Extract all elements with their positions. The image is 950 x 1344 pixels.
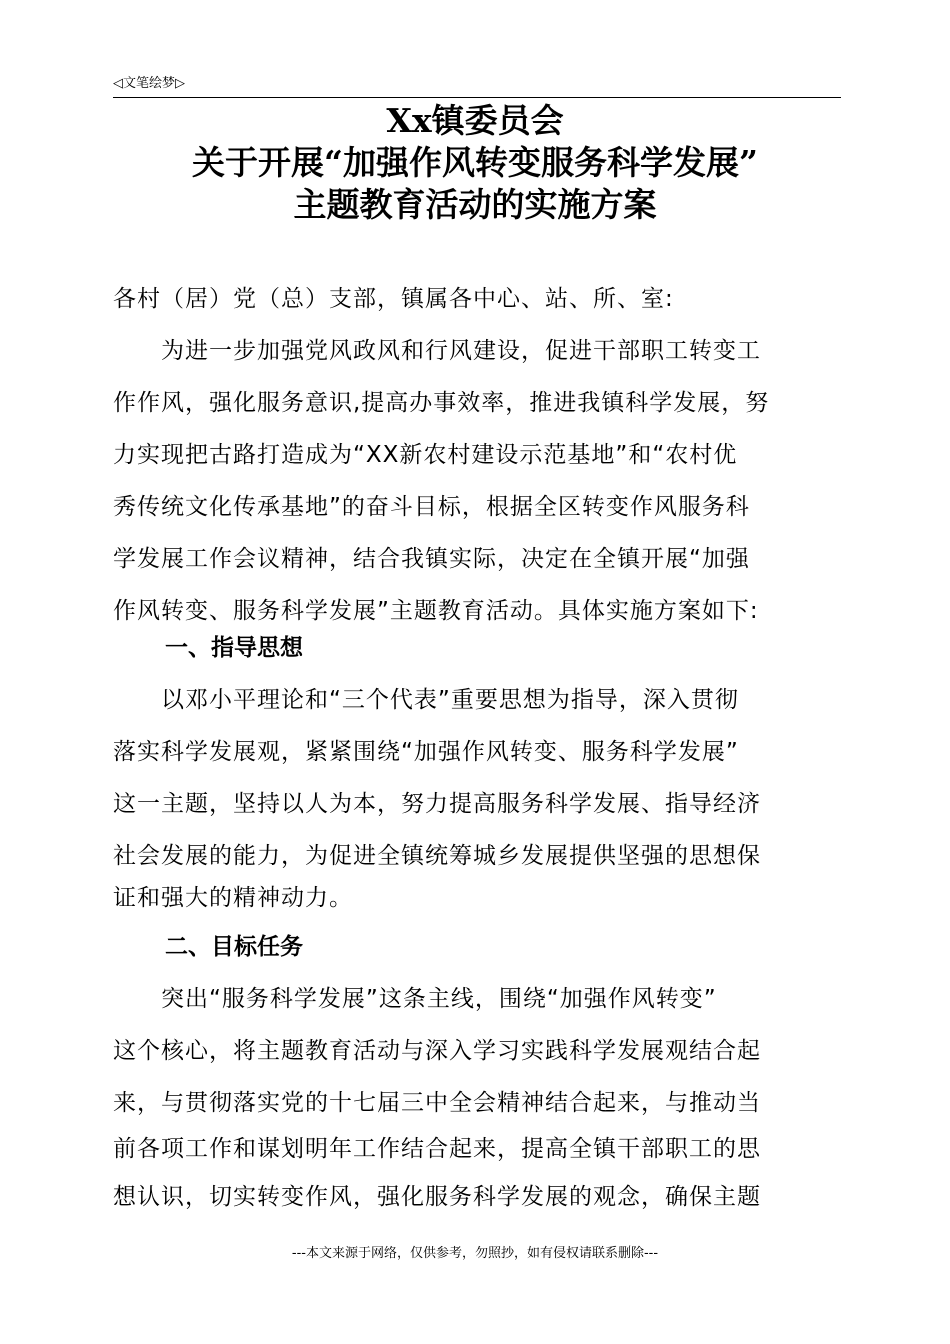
section1-line: 证和强大的精神动力。: [113, 885, 353, 911]
intro-line: 为进一步加强党风政风和行风建设，促进干部职工转变工: [113, 338, 761, 364]
header-tag: ◁文笔绘梦▷: [113, 76, 185, 91]
section-heading-goals-tasks: 二、目标任务: [165, 934, 303, 960]
footer-note: ---本文来源于网络，仅供参考，勿照抄，如有侵权请联系删除---: [291, 1246, 659, 1261]
section2-line: 想认识，切实转变作风，强化服务科学发展的观念，确保主题: [113, 1184, 761, 1210]
intro-line: 力实现把古路打造成为“XX新农村建设示范基地”和“农村优: [113, 442, 738, 468]
section1-line: 这一主题，坚持以人为本，努力提高服务科学发展、指导经济: [113, 791, 761, 817]
section2-line: 前各项工作和谋划明年工作结合起来，提高全镇干部职工的思: [113, 1136, 761, 1162]
section1-line: 以邓小平理论和“三个代表”重要思想为指导，深入贯彻: [113, 687, 739, 713]
title-line-1: Xx镇委员会: [386, 101, 564, 140]
intro-line: 作风转变、服务科学发展”主题教育活动。具体实施方案如下:: [113, 598, 759, 624]
header-rule: [113, 97, 841, 98]
section1-line: 社会发展的能力，为促进全镇统筹城乡发展提供坚强的思想保: [113, 843, 761, 869]
salutation: 各村（居）党（总）支部，镇属各中心、站、所、室:: [113, 286, 674, 312]
title-line-2: 关于开展“加强作风转变服务科学发展”: [192, 143, 758, 182]
section-heading-guiding-ideology: 一、指导思想: [165, 635, 303, 661]
section2-line: 突出“服务科学发展”这条主线，围绕“加强作风转变”: [113, 986, 717, 1012]
intro-line: 秀传统文化传承基地”的奋斗目标，根据全区转变作风服务科: [113, 494, 750, 520]
intro-line: 学发展工作会议精神，结合我镇实际，决定在全镇开展“加强: [113, 546, 750, 572]
title-line-3: 主题教育活动的实施方案: [293, 185, 657, 224]
section2-line: 来，与贯彻落实党的十七届三中全会精神结合起来，与推动当: [113, 1090, 761, 1116]
section2-line: 这个核心，将主题教育活动与深入学习实践科学发展观结合起: [113, 1038, 761, 1064]
section1-line: 落实科学发展观，紧紧围绕“加强作风转变、服务科学发展”: [113, 739, 739, 765]
intro-line: 作作风，强化服务意识,提高办事效率，推进我镇科学发展，努: [113, 390, 770, 416]
